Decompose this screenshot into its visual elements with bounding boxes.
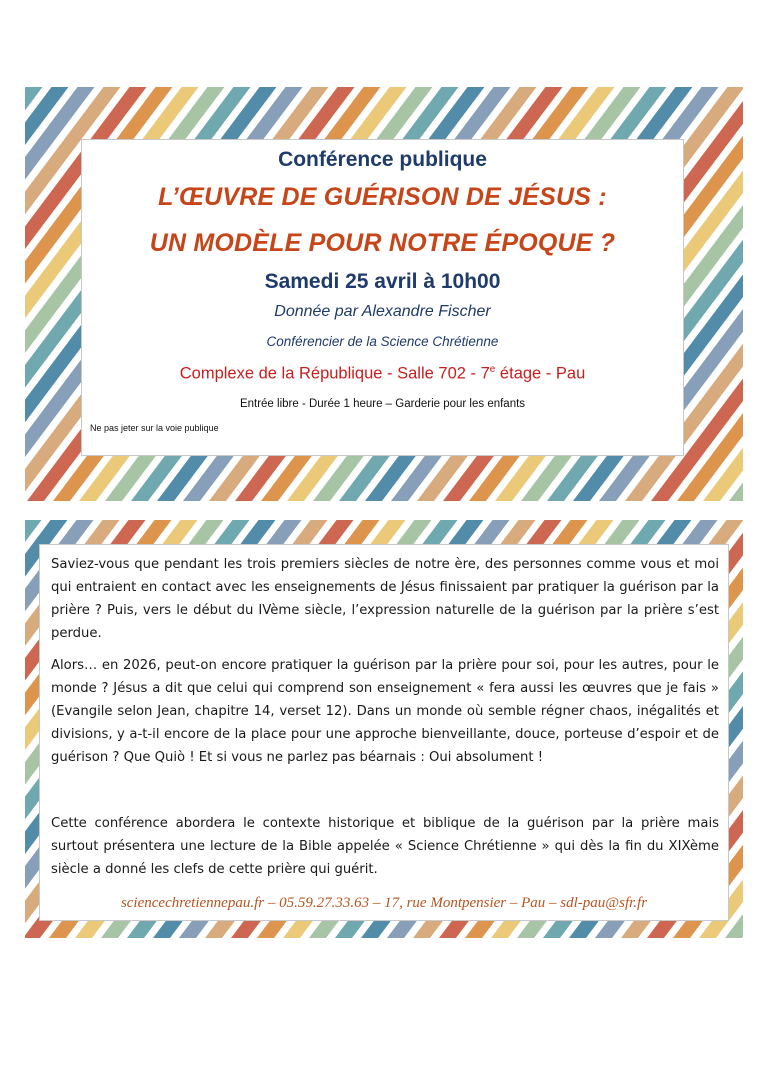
paragraph-2: Alors… en 2026, peut-on encore pratiquer la guérison par la prière pour soi, pour les autres, pour le monde ? Jésus a dit que celui qui comprend son enseignement « fera aussi les œuvres que je fais » (Evangile selon Jean, chapitre 14, verset 12). Dans un monde où semble régner chaos, inégalités et divisions, y a-t-il encore de la place pour une approche bienveillante, douce, porteuse d’espoir et de guérison ? Que Quiò ! Et si vous ne parlez pas béarnais : Oui absolument !	[51, 658, 719, 765]
venue	[82, 364, 683, 384]
speaker-role: Conférencier de la Science Chrétienne	[266, 334, 499, 349]
event-info: Entrée libre - Durée 1 heure – Garderie pour les enfants	[239, 398, 526, 410]
flyer-back-panel	[25, 520, 743, 938]
conference-heading: Conférence publique	[278, 148, 487, 171]
disclaimer: Ne pas jeter sur la voie publique	[90, 423, 219, 433]
flyer-front-panel	[25, 87, 743, 501]
paragraph-1: Saviez-vous que pendant les trois premiers siècles de notre ère, des personnes comme vous et moi qui entraient en contact avec les enseignements de Jésus finissaient par pratiquer la guérison par la prière ? Puis, vers le début du IVème siècle, l’expression naturelle de la guérison par la prière s’est perdue.	[51, 557, 719, 641]
event-date: Samedi 25 avril à 10h00	[264, 270, 501, 293]
paragraph-3: Cette conférence abordera le contexte historique et biblique de la guérison par la prière mais surtout présentera une lecture de la Bible appelée « Science Chrétienne » qui dès la fin du XIXème siècle a donné les clefs de cette prière qui guérit.	[51, 816, 719, 877]
title-line-2: UN MODÈLE POUR NOTRE ÉPOQUE ?	[149, 229, 616, 257]
back-card	[39, 544, 729, 921]
venue-prefix: Complexe de la République - Salle 702 - 7	[179, 364, 490, 383]
title-line-1: L’ŒUVRE DE GUÉRISON DE JÉSUS :	[158, 183, 607, 211]
venue-superscript: e	[489, 364, 496, 375]
front-card	[81, 139, 684, 456]
speaker: Donnée par Alexandre Fischer	[274, 303, 491, 320]
venue-suffix: étage - Pau	[495, 364, 586, 383]
contact-line: sciencechretiennepau.fr – 05.59.27.33.63 – 17, rue Montpensier – Pau – sdl-pau@sfr.fr	[120, 895, 648, 911]
